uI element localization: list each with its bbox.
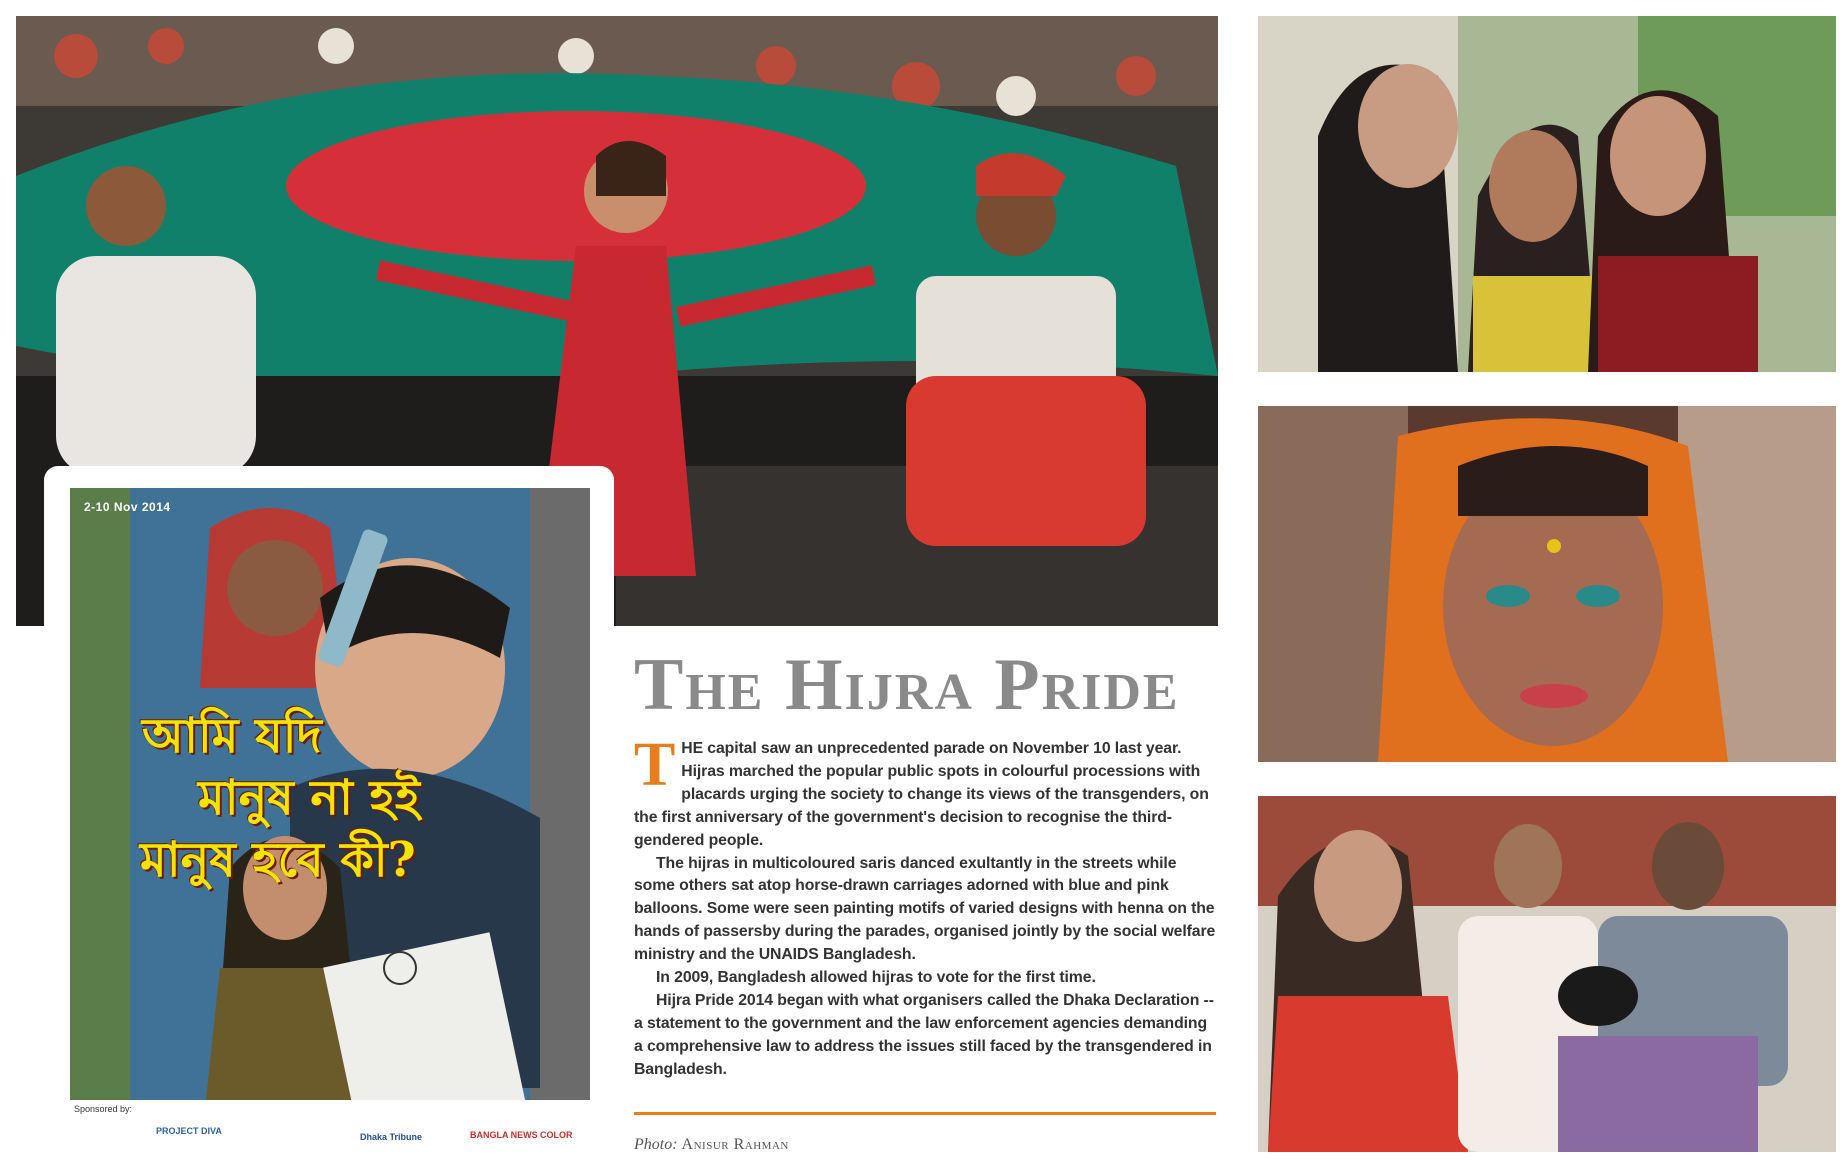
poster-logo-diva: PROJECT DIVA [156, 1126, 222, 1136]
article-paragraph-1-text: HE capital saw an unprecedented parade on November 10 last year. Hijras marched the popular public spots in colourful processions with placards urging the society to change its views of the transgenders, on the first anniversary of the government's decision to recognise the third-gendered people. [634, 740, 1209, 849]
poster-logo-tribune: Dhaka Tribune [360, 1132, 423, 1142]
article-body [634, 731, 1216, 1082]
poster-slogan-line-3: মানুষ হবে কী? [140, 832, 416, 888]
poster-slogan-line-1: আমি যদি [142, 708, 322, 764]
article-paragraph-4: Hijra Pride 2014 began with what organisers called the Dhaka Declaration -- a statement to the government and the law enforcement agencies demanding a comprehensive law to address the issues still faced by the transgendered in Bangladesh. [634, 991, 1214, 1078]
photo-credit-name: Anisur Rahman [681, 1136, 789, 1153]
poster-sponsor-strip [70, 1100, 590, 1156]
article-paragraph-1 [634, 731, 1216, 853]
photographers-photo [1258, 796, 1836, 1152]
closeup-portrait-photo [1258, 406, 1836, 762]
photo-credit [634, 1136, 789, 1154]
article-paragraph-2: The hijras in multicoloured saris danced exultantly in the streets while some others sat atop horse-drawn carriages adorned with blue and pink balloons. Some were seen painting motifs of varied designs with henna on the hands of passersby during the parades, organised jointly by the social welfare ministry and the UNAIDS Bangladesh. [634, 854, 1216, 964]
article-dropcap: T [634, 731, 676, 799]
three-hijras-photo [1258, 16, 1836, 372]
poster-slogan-line-2: মানুষ না হই [198, 770, 420, 826]
photo-credit-prefix: Photo: [634, 1136, 678, 1153]
article-title: The Hijra Pride [634, 644, 1180, 726]
poster-logo-bangla: BANGLA NEWS [470, 1130, 538, 1140]
article-paragraph-3: In 2009, Bangladesh allowed hijras to vote for the first time. [656, 969, 1096, 987]
article-divider [634, 1112, 1216, 1115]
poster-date: 2-10 Nov 2014 [84, 500, 171, 514]
poster-logo-color: COLOR [540, 1130, 573, 1140]
poster-sponsored-label: Sponsored by: [74, 1104, 133, 1114]
